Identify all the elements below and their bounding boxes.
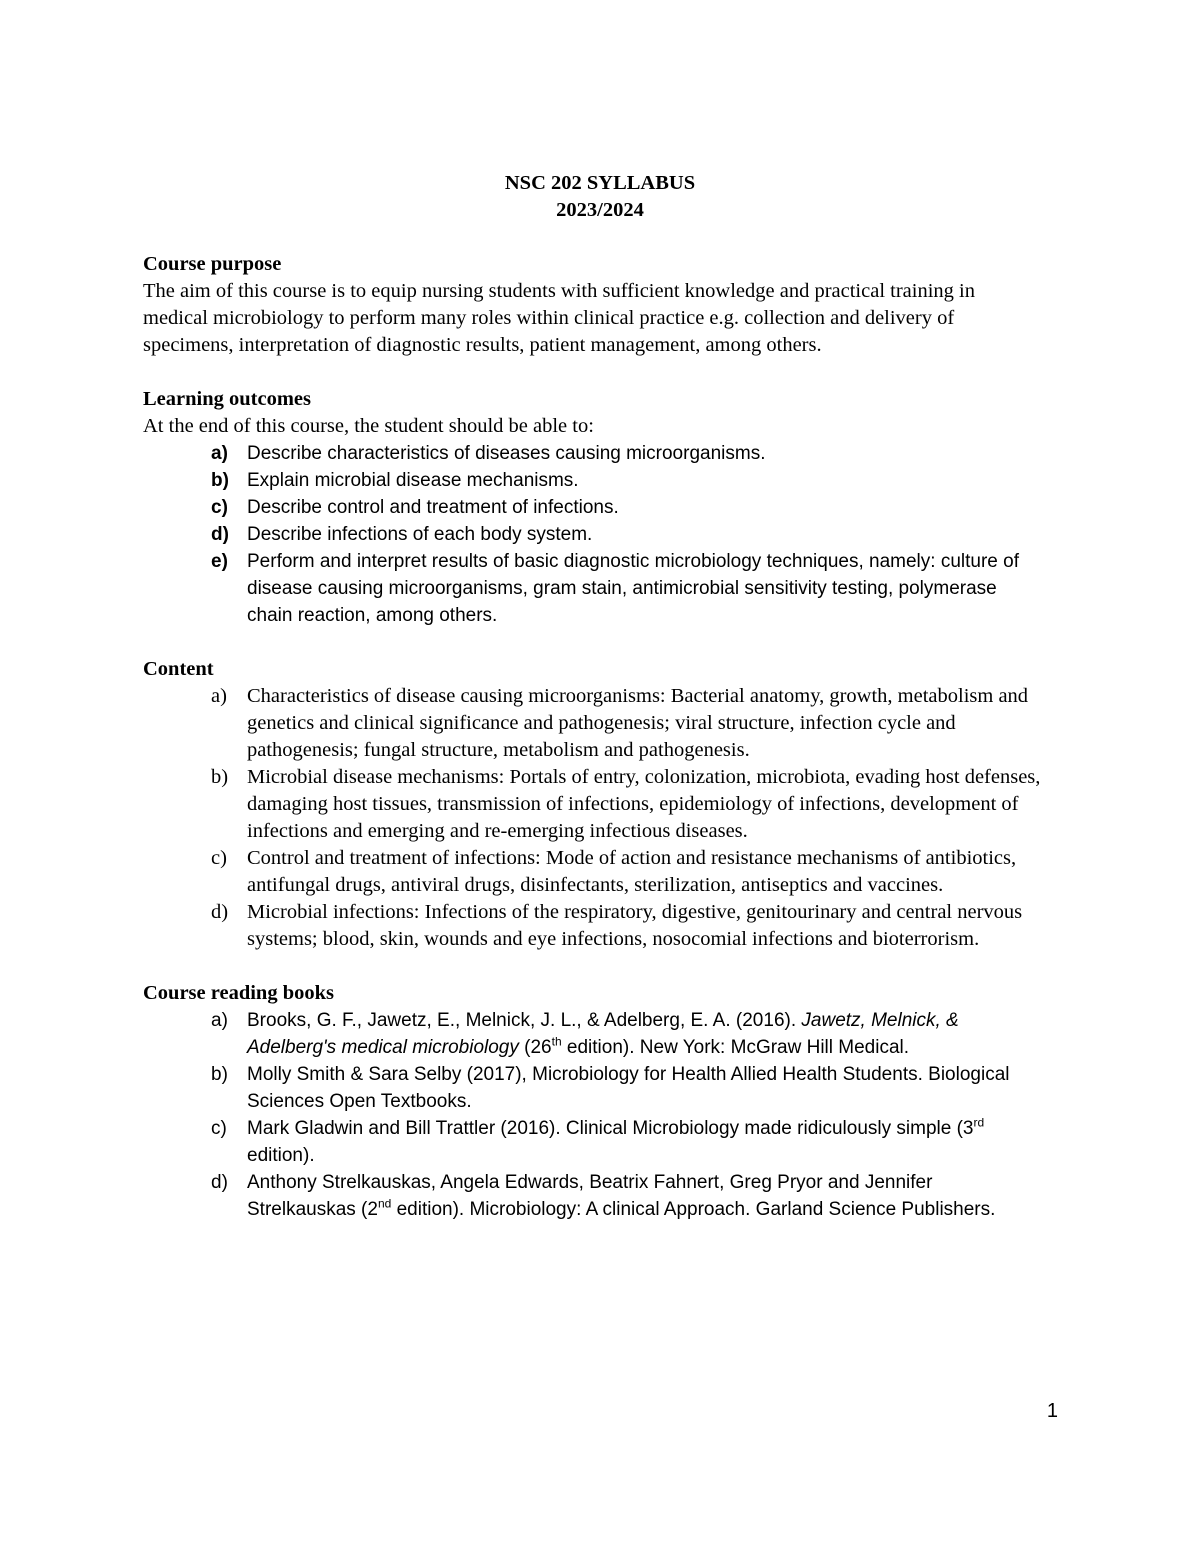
list-item-text: Characteristics of disease causing microorganisms: Bacterial anatomy, growth, metabolism and genetics and clinical significance and pathogenesis; viral structure, infection cycle and pathogenesis; fungal structure, metabolism and pathogenesis.	[247, 685, 1029, 761]
list-marker: a)	[211, 685, 227, 707]
citation-text: Anthony Strelkauskas, Angela Edwards, Beatrix Fahnert, Greg Pryor and Jennifer Strelkauskas (2	[247, 1172, 933, 1220]
list-marker: e)	[211, 551, 228, 572]
learning-outcomes-heading: Learning outcomes	[143, 388, 311, 410]
list-item	[143, 494, 1043, 521]
list-marker: c)	[211, 847, 227, 869]
reading-books-section	[143, 980, 1043, 1223]
course-purpose-section	[143, 251, 1043, 359]
list-item-text: Perform and interpret results of basic diagnostic microbiology techniques, namely: culture of disease causing microorganisms, gram stain, antimicrobial sensitivity testing, polymerase chain reaction, among others.	[247, 551, 1019, 626]
list-item-text: Describe control and treatment of infections.	[247, 497, 619, 518]
list-item	[143, 899, 1043, 953]
page-number: 1	[1046, 1400, 1058, 1422]
ordinal-suffix: th	[551, 1034, 562, 1049]
title-line-1: NSC 202 SYLLABUS	[504, 172, 696, 194]
list-marker: b)	[211, 1064, 228, 1085]
citation-book-title: Jawetz, Melnick, & Adelberg's medical microbiology	[247, 1010, 959, 1058]
course-purpose-heading: Course purpose	[143, 253, 282, 275]
list-marker: d)	[211, 901, 229, 923]
list-item-text: Describe infections of each body system.	[247, 524, 593, 545]
list-item	[143, 521, 1043, 548]
list-item	[143, 1115, 1043, 1169]
list-marker: a)	[211, 443, 228, 464]
ordinal-suffix: nd	[377, 1196, 392, 1211]
list-item	[143, 683, 1043, 764]
reading-books-list	[143, 1007, 1043, 1223]
document-title	[143, 170, 1057, 224]
list-item-text: Control and treatment of infections: Mode of action and resistance mechanisms of antibiotics, antifungal drugs, antiviral drugs, disinfectants, sterilization, antiseptics and vaccines.	[247, 847, 1017, 896]
list-marker: b)	[211, 470, 229, 491]
list-item	[143, 845, 1043, 899]
course-purpose-text: The aim of this course is to equip nursing students with sufficient knowledge and practical training in medical microbiology to perform many roles within clinical practice e.g. collection and delivery of specimens, interpretation of diagnostic results, patient management, among others.	[143, 280, 975, 356]
list-item	[143, 548, 1043, 629]
content-heading: Content	[143, 658, 214, 680]
content-list	[143, 683, 1043, 953]
list-item	[143, 1169, 1043, 1223]
syllabus-page	[143, 170, 1043, 1223]
citation-text: Mark Gladwin and Bill Trattler (2016). Clinical Microbiology made ridiculously simple (3	[247, 1118, 974, 1139]
title-line-2: 2023/2024	[556, 199, 644, 221]
learning-outcomes-list	[143, 440, 1043, 629]
list-marker: a)	[211, 1010, 228, 1031]
citation-text: (26	[518, 1037, 552, 1058]
list-marker: b)	[211, 766, 229, 788]
list-marker: c)	[211, 497, 228, 518]
citation-text: edition). Microbiology: A clinical Approach. Garland Science Publishers.	[391, 1199, 996, 1220]
citation-text: edition).	[247, 1145, 315, 1166]
content-section	[143, 656, 1043, 953]
citation-text: edition). New York: McGraw Hill Medical.	[561, 1037, 910, 1058]
learning-outcomes-intro: At the end of this course, the student should be able to:	[143, 415, 594, 437]
list-item	[143, 440, 1043, 467]
list-marker: d)	[211, 524, 229, 545]
list-item	[143, 1061, 1043, 1115]
citation-text: Molly Smith & Sara Selby (2017), Microbiology for Health Allied Health Students. Biological Sciences Open Textbooks.	[247, 1064, 1010, 1112]
learning-outcomes-section	[143, 386, 1043, 629]
list-marker: c)	[211, 1118, 227, 1139]
citation-text: Brooks, G. F., Jawetz, E., Melnick, J. L., & Adelberg, E. A. (2016).	[247, 1010, 802, 1031]
list-marker: d)	[211, 1172, 228, 1193]
list-item-text: Explain microbial disease mechanisms.	[247, 470, 579, 491]
list-item	[143, 1007, 1043, 1061]
ordinal-suffix: rd	[973, 1115, 985, 1130]
list-item-text: Microbial disease mechanisms: Portals of entry, colonization, microbiota, evading host defenses, damaging host tissues, transmission of infections, epidemiology of infections, development of infections and emerging and re-emerging infectious diseases.	[247, 766, 1041, 842]
list-item-text: Microbial infections: Infections of the respiratory, digestive, genitourinary and central nervous systems; blood, skin, wounds and eye infections, nosocomial infections and bioterrorism.	[247, 901, 1023, 950]
list-item	[143, 764, 1043, 845]
reading-books-heading: Course reading books	[143, 982, 334, 1004]
list-item-text: Describe characteristics of diseases causing microorganisms.	[247, 443, 766, 464]
list-item	[143, 467, 1043, 494]
